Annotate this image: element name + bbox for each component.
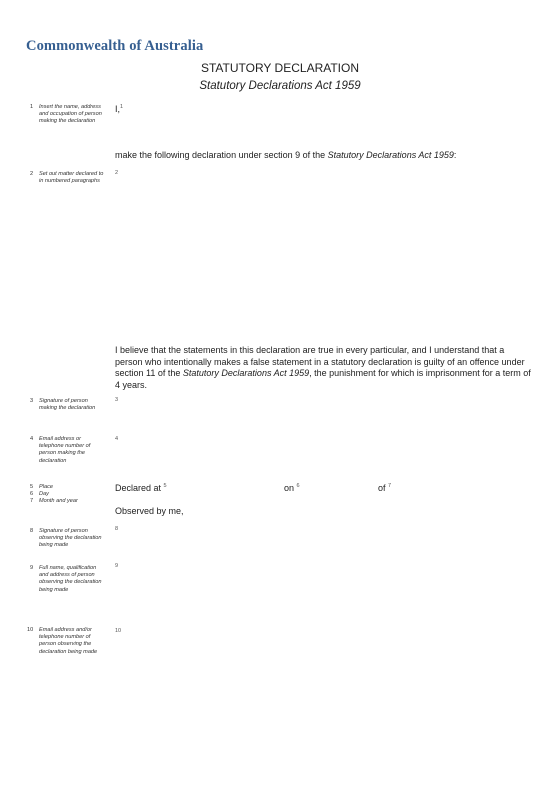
declared-at-field[interactable]: Declared at $^5$ (115, 483, 167, 493)
footnote-marker-2: 2 (115, 170, 119, 176)
belief-statement: I believe that the statements in this declaration are true in every particular, and I understand that a person who intentionally makes a false statement in a statutory declaration is guilty of an offence under section 11 of the Statutory Declarations Act 1959, the punishment for which is imprisonment for a term of 4 years. (115, 345, 531, 390)
observer-email-field[interactable] (115, 628, 121, 638)
note-9: 9 Full name, qualification and address of person observing the declaration being made (30, 565, 102, 593)
note-10: 10 Email address and/or telephone number of person observing the declaration being made (27, 627, 98, 655)
note-7: 7 Month and year (30, 498, 78, 504)
observer-name-field[interactable] (115, 563, 118, 573)
footnote-marker-4: 4 (115, 436, 119, 442)
document-subtitle: Statutory Declarations Act 1959 (199, 80, 361, 92)
footnote-marker-3: 3 (115, 397, 119, 403)
brand-title: Commonwealth of Australia (26, 38, 204, 54)
matter-declared-area[interactable] (115, 170, 118, 180)
declarant-email-field[interactable] (115, 436, 118, 446)
note-6: 6 Day (30, 491, 49, 497)
document-title: STATUTORY DECLARATION (200, 61, 360, 75)
note-5: 5 Place (30, 484, 53, 490)
declared-of-field[interactable]: of $^7$ (378, 483, 392, 493)
footnote-marker-9: 9 (115, 563, 119, 569)
note-8: 8 Signature of person observing the declaration being made (30, 528, 102, 549)
footnote-marker-1: 1 (120, 104, 124, 110)
observed-by-label: Observed by me, (115, 506, 184, 516)
note-3: 3 Signature of person making the declaration (30, 398, 96, 412)
footnote-marker-8: 8 (115, 526, 119, 532)
declared-on-field[interactable]: on $^6$ (284, 483, 300, 493)
make-declaration-line: make the following declaration under section 9 of the Statutory Declarations Act 1959: (115, 150, 457, 160)
footnote-marker-7: 7 (388, 483, 392, 489)
declarant-name-field[interactable]: I,$^1$ (115, 104, 124, 114)
note-4: 4 Email address or telephone number of person making the declaration (30, 436, 91, 464)
note-1: 1 Insert the name, address and occupation of person making the declaration (30, 104, 102, 125)
footnote-marker-5: 5 (163, 483, 167, 489)
declarant-signature-field[interactable] (115, 397, 118, 407)
footnote-marker-6: 6 (296, 483, 300, 489)
note-2: 2 Set out matter declared to in numbered paragraphs (30, 171, 104, 185)
footnote-marker-10: 10 (115, 628, 122, 634)
observer-signature-field[interactable] (115, 526, 118, 536)
